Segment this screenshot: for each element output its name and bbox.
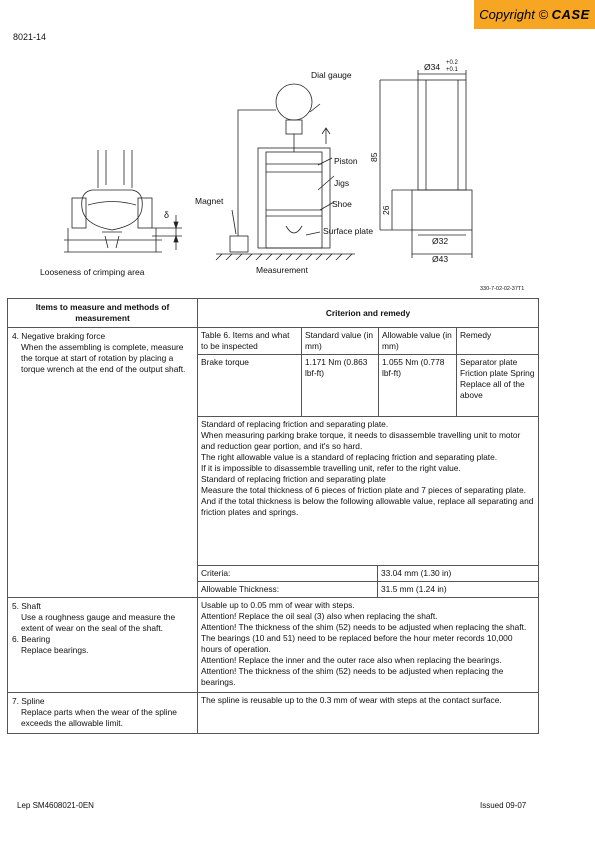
dim-top-dia: Ø34 xyxy=(424,62,441,72)
dim-dia-32: Ø32 xyxy=(432,236,449,246)
label-measurement: Measurement xyxy=(256,265,308,275)
note-line: Attention! The thickness of the shim (52) needs to be adjusted when replacing the bearings. xyxy=(201,666,504,687)
footer-issued: Issued 09-07 xyxy=(480,801,527,810)
inner-remedy-value: Separator plate Friction plate Spring Replace all of the above xyxy=(457,355,539,417)
dim-height-total: 85 xyxy=(369,152,379,162)
header-criterion: Criterion and remedy xyxy=(198,299,539,328)
table-row xyxy=(8,598,539,693)
delta-symbol: δ xyxy=(164,210,170,220)
note-line: If it is impossible to disassemble travelling unit, refer to the right value. xyxy=(201,463,461,473)
row-braking-right xyxy=(198,328,539,598)
header-items: Items to measure and methods of measurement xyxy=(8,299,198,328)
note-line: Measure the total thickness of 6 pieces of friction plate and 7 pieces of separating plate. xyxy=(201,485,526,495)
note-line: Standard of replacing friction and separating plate. xyxy=(201,419,389,429)
desc-bearing: Replace bearings. xyxy=(21,645,89,655)
inspection-table xyxy=(7,298,539,734)
table-header-row xyxy=(8,299,539,328)
inner-head-remedy: Remedy xyxy=(457,328,539,355)
note-line: Usable up to 0.05 mm of wear with steps. xyxy=(201,600,355,610)
crimping-drawing xyxy=(64,150,182,252)
inner-brake-torque: Brake torque xyxy=(198,355,302,417)
note-line: And if the total thickness is below the following allowable value, replace all separating and friction plates and springs. xyxy=(201,496,534,517)
item-shaft: 5. Shaft xyxy=(12,601,41,611)
label-dial-gauge: Dial gauge xyxy=(311,70,352,80)
inner-standard-value: 1.171 Nm (0.863 lbf-ft) xyxy=(302,355,379,417)
dim-tol-plus: +0.2 xyxy=(446,60,458,66)
item-bearing: 6. Bearing xyxy=(12,634,51,644)
label-looseness: Looseness of crimping area xyxy=(40,267,145,277)
figure-code: 330-7-02-02-37T1 xyxy=(480,286,525,292)
braking-inner-table xyxy=(198,328,538,417)
allowable-value: 31.5 mm (1.24 in) xyxy=(381,584,447,594)
dim-tol-minus: +0.1 xyxy=(446,67,458,73)
table-row xyxy=(8,693,539,734)
shaft-notes xyxy=(198,598,538,692)
copyright-text: Copyright © xyxy=(479,7,549,22)
row-shaft-left xyxy=(8,598,198,693)
label-surface-plate: Surface plate xyxy=(323,226,374,236)
shoe-dimension-drawing xyxy=(380,70,472,258)
criteria-label: Criteria: xyxy=(198,566,378,582)
copyright-badge xyxy=(474,0,595,29)
desc-braking: When the assembling is complete, measure the torque at start of rotation by placing a torque wrench at the end of the output shaft. xyxy=(21,342,186,374)
note-line: The right allowable value is a standard of replacing friction and separating plate. xyxy=(201,452,498,462)
row-spline-left xyxy=(8,693,198,734)
thickness-table xyxy=(198,566,538,597)
item-spline: 7. Spline xyxy=(12,696,45,706)
braking-notes xyxy=(198,417,538,566)
inner-head-standard: Standard value (in mm) xyxy=(302,328,379,355)
inner-allowable-value: 1.055 Nm (0.778 lbf-ft) xyxy=(379,355,457,417)
table-row xyxy=(8,328,539,598)
label-jigs: Jigs xyxy=(334,178,350,188)
allowable-label: Allowable Thickness: xyxy=(198,582,378,598)
note-line: The bearings (10 and 51) need to be replaced before the hour meter records 10,000 hours of operation. xyxy=(201,633,513,654)
note-line: Attention! Replace the oil seal (3) also when replacing the shaft. xyxy=(201,611,438,621)
dim-height-lower: 26 xyxy=(381,205,391,215)
inner-head-allowable: Allowable value (in mm) xyxy=(379,328,457,355)
brand-logo: CASE xyxy=(551,7,590,22)
row-braking-left xyxy=(8,328,198,598)
note-line: Attention! The thickness of the shim (52) needs to be adjusted when replacing the shaft. xyxy=(201,622,527,632)
row-shaft-right xyxy=(198,598,539,693)
page-code: 8021-14 xyxy=(13,32,47,42)
note-line: When measuring parking brake torque, it needs to disassemble travelling unit to motor and reduction gear portion, and it's so hard. xyxy=(201,430,521,451)
note-line: Standard of replacing friction and separating plate xyxy=(201,474,386,484)
dim-dia-43: Ø43 xyxy=(432,254,449,264)
item-braking: 4. Negative braking force xyxy=(12,331,106,341)
spline-note: The spline is reusable up to the 0.3 mm of wear with steps at the contact surface. xyxy=(201,695,502,705)
label-piston: Piston xyxy=(334,156,358,166)
inner-head-items: Table 6. Items and what to be inspected xyxy=(198,328,302,355)
label-magnet: Magnet xyxy=(195,196,224,206)
footer-doc-code: Lep SM4608021-0EN xyxy=(17,801,94,810)
label-shoe: Shoe xyxy=(332,199,352,209)
measurement-illustration xyxy=(0,40,595,300)
desc-shaft: Use a roughness gauge and measure the extent of wear on the seal of the shaft. xyxy=(21,612,176,633)
criteria-value: 33.04 mm (1.30 in) xyxy=(378,566,539,582)
note-line: Attention! Replace the inner and the outer race also when replacing the bearings. xyxy=(201,655,502,665)
row-spline-right xyxy=(198,693,539,734)
desc-spline: Replace parts when the wear of the spline exceeds the allowable limit. xyxy=(21,707,177,728)
